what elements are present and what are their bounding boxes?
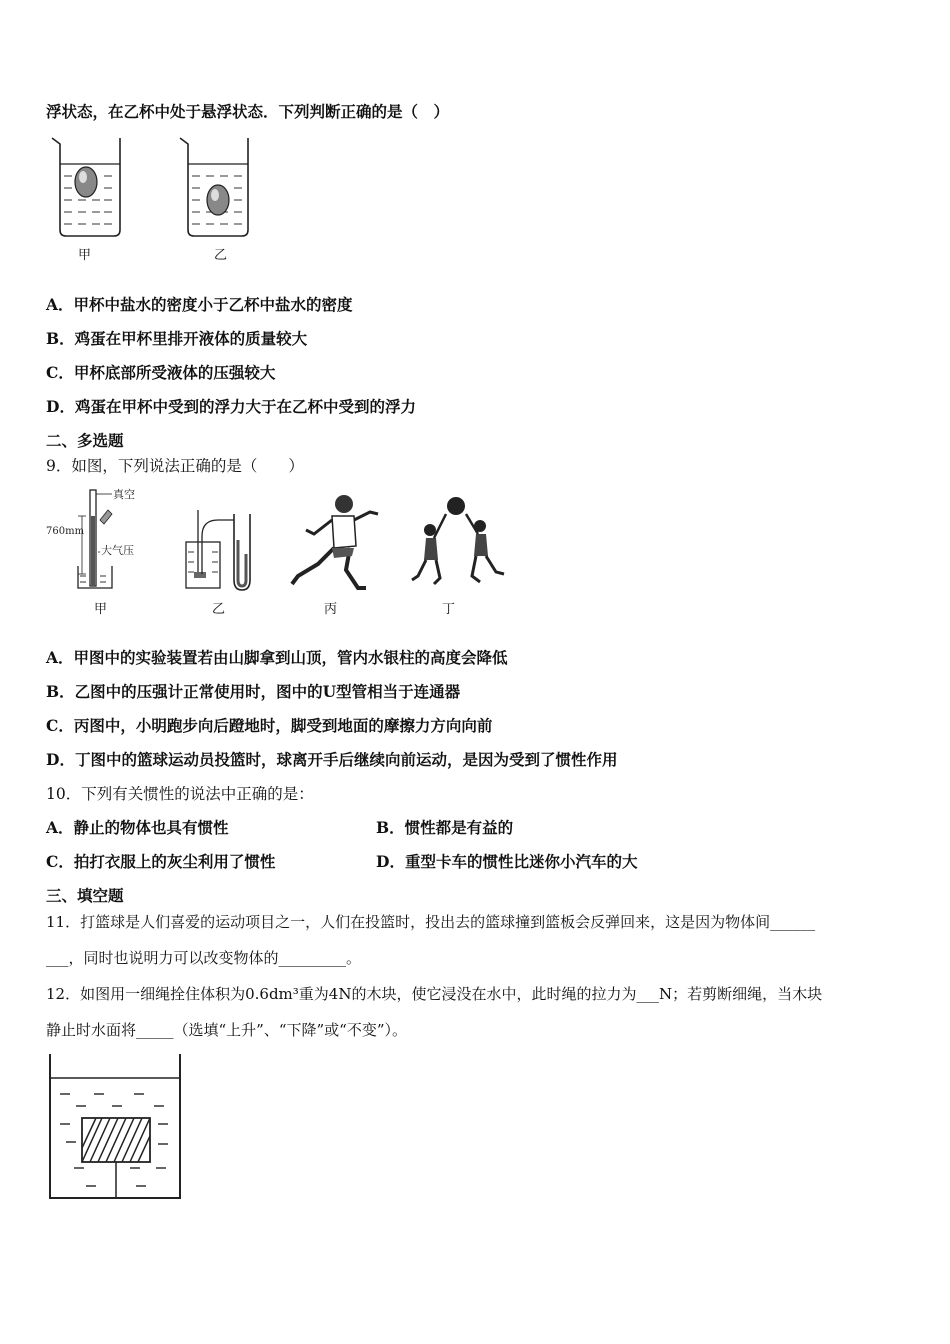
q9-figure-label-yi: 乙 — [212, 602, 226, 617]
q9-figure-label-jia: 甲 — [94, 602, 108, 617]
q9-pressure-label: 大气压 — [101, 544, 134, 557]
q8-option-b: B．鸡蛋在甲杯里排开液体的质量较大 — [46, 329, 308, 348]
q10-stem: 10．下列有关惯性的说法中正确的是： — [46, 785, 314, 803]
q9-figure-bing-runner — [284, 490, 384, 595]
q9-figure-label-ding: 丁 — [442, 602, 456, 617]
q9-option-c: C．丙图中，小明跑步向后蹬地时，脚受到地面的摩擦力方向向前 — [46, 716, 493, 735]
q10-option-a: A．静止的物体也具有惯性 — [46, 818, 229, 837]
q9-figure-jia-barometer — [46, 486, 156, 596]
beaker-yi — [180, 138, 248, 236]
q8-option-d: D．鸡蛋在甲杯中受到的浮力大于在乙杯中受到的浮力 — [46, 397, 416, 416]
q8-figure-label-yi: 乙 — [214, 248, 228, 263]
section-fill-in-title: 三、填空题 — [46, 886, 124, 905]
q9-figure-ding-basketball — [400, 494, 510, 594]
q9-stem: 9．如图，下列说法正确的是（ ） — [46, 457, 304, 475]
q9-figure-label-bing: 丙 — [324, 602, 338, 617]
q10-option-c: C．拍打衣服上的灰尘利用了惯性 — [46, 852, 276, 871]
q9-option-a: A．甲图中的实验装置若由山脚拿到山顶，管内水银柱的高度会降低 — [46, 648, 508, 667]
beaker-jia — [52, 138, 120, 236]
q9-vacuum-label: 真空 — [113, 488, 135, 501]
q9-option-b: B．乙图中的压强计正常使用时，图中的U型管相当于连通器 — [46, 682, 461, 701]
q9-figure-yi-pressure-gauge — [180, 500, 260, 600]
q10-option-d: D．重型卡车的惯性比迷你小汽车的大 — [376, 852, 638, 871]
q12-line-1: 12．如图用一细绳拴住体积为0.6dm³重为4N的木块，使它浸没在水中，此时绳的拉力为___N；若剪断细绳，当木块 — [46, 985, 823, 1003]
q11-line-2: ___，同时也说明力可以改变物体的_________。 — [46, 949, 362, 967]
q11-line-1: 11．打篮球是人们喜爱的运动项目之一，人们在投篮时，投出去的篮球撞到篮板会反弹回来，这是因为物体间______ — [46, 913, 816, 931]
q8-option-c: C．甲杯底部所受液体的压强较大 — [46, 363, 276, 382]
q9-option-d: D．丁图中的篮球运动员投篮时，球离开手后继续向前运动，是因为受到了惯性作用 — [46, 750, 618, 769]
q8-option-a: A．甲杯中盐水的密度小于乙杯中盐水的密度 — [46, 295, 353, 314]
q9-height-label: 760mm — [46, 526, 85, 537]
q8-figure-label-jia: 甲 — [78, 248, 92, 263]
q10-option-b: B．惯性都是有益的 — [376, 818, 514, 837]
q12-line-2: 静止时水面将_____（选填“上升”、“下降”或“不变”）。 — [46, 1021, 408, 1039]
q8-stem-tail: 浮状态，在乙杯中处于悬浮状态．下列判断正确的是（ ） — [46, 102, 450, 121]
section-multiple-choice-title: 二、多选题 — [46, 431, 124, 450]
q12-figure-block-in-water — [46, 1052, 186, 1202]
